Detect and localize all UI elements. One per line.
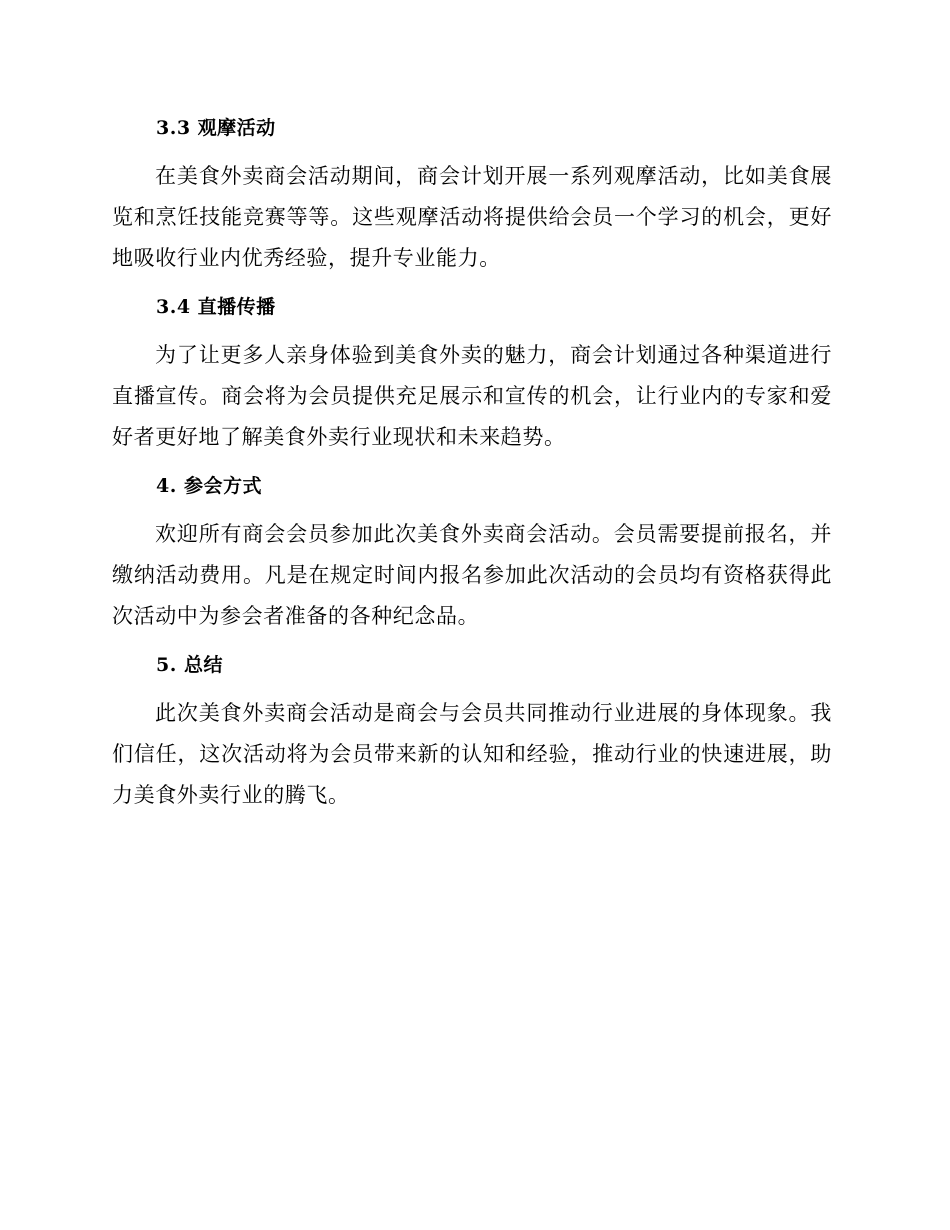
section-paragraph-4: 欢迎所有商会会员参加此次美食外卖商会活动。会员需要提前报名，并缴纳活动费用。凡是在规定时间内报名参加此次活动的会员均有资格获得此次活动中为参会者准备的各种纪念品。	[112, 522, 832, 628]
section-heading-3-3: 3.3 观摩活动	[156, 117, 276, 139]
section-heading-3-4: 3.4 直播传播	[156, 296, 276, 318]
section-paragraph-5: 此次美食外卖商会活动是商会与会员共同推动行业进展的身体现象。我们信任，这次活动将为会员带来新的认知和经验，推动行业的快速进展，助力美食外卖行业的腾飞。	[112, 701, 832, 807]
document-body	[112, 108, 832, 816]
section-heading-4: 4. 参会方式	[156, 475, 262, 497]
section-paragraph-3-3: 在美食外卖商会活动期间，商会计划开展一系列观摩活动，比如美食展览和烹饪技能竞赛等等。这些观摩活动将提供给会员一个学习的机会，更好地吸收行业内优秀经验，提升专业能力。	[112, 164, 832, 270]
section-paragraph-3-4: 为了让更多人亲身体验到美食外卖的魅力，商会计划通过各种渠道进行直播宣传。商会将为会员提供充足展示和宣传的机会，让行业内的专家和爱好者更好地了解美食外卖行业现状和未来趋势。	[112, 343, 832, 449]
section-heading-5: 5. 总结	[156, 654, 223, 676]
